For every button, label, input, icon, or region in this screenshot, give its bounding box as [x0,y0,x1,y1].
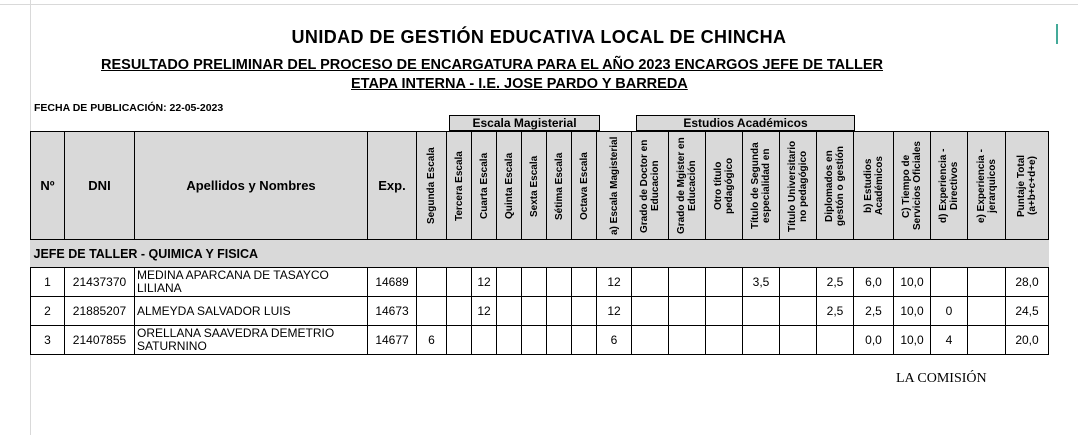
cell-univ [780,326,817,355]
publication-date: FECHA DE PUBLICACIÓN: 22-05-2023 [34,102,224,114]
group-header-escala: Escala Magisterial [449,115,600,131]
cell-doctor [632,268,669,297]
cell-nombre: MEDINA APARCANA DE TASAYCO LILIANA [135,268,368,297]
cell-sexta [522,326,547,355]
col-titulo-universitario: Título Universitario no pedagógico [780,132,817,240]
cell-d [931,268,968,297]
col-n: Nº [31,132,65,240]
col-tercera-escala: Tercera Escala [447,132,472,240]
cell-tercera [447,326,472,355]
cell-total: 20,0 [1006,326,1049,355]
cell-dni: 21885207 [65,297,135,326]
cell-diplomados [817,326,854,355]
cell-b: 0,0 [854,326,894,355]
cell-octava [572,268,597,297]
cell-segunda-esp: 3,5 [743,268,780,297]
cell-dni: 21437370 [65,268,135,297]
cell-tercera [447,297,472,326]
cell-exp: 14689 [368,268,417,297]
cell-quinta [497,297,522,326]
cell-a: 12 [597,268,632,297]
cell-nombre: ORELLANA SAAVEDRA DEMETRIO SATURNINO [135,326,368,355]
cell-segunda [417,297,447,326]
cell-segunda: 6 [417,326,447,355]
cell-tercera [447,268,472,297]
col-diplomados: Diplomados en gestón o gestión [817,132,854,240]
cell-magister [669,268,706,297]
table-row [31,297,1049,326]
cell-univ [780,268,817,297]
cell-otro [706,297,743,326]
col-total: Puntaje Total (a+b+c+d+e) [1006,132,1049,240]
col-quinta-escala: Quinta Escala [497,132,522,240]
cell-segunda [417,268,447,297]
cell-sexta [522,297,547,326]
cell-doctor [632,297,669,326]
col-cuarta-escala: Cuarta Escala [472,132,497,240]
cell-magister [669,297,706,326]
cell-nombre: ALMEYDA SALVADOR LUIS [135,297,368,326]
cell-exp: 14677 [368,326,417,355]
col-magister: Grado de Mgister en Educación [669,132,706,240]
cell-segunda-esp [743,326,780,355]
cell-cuarta: 12 [472,268,497,297]
header-row [31,132,1049,240]
group-header-estudios: Estudios Académicos [636,115,855,131]
cell-segunda-esp [743,297,780,326]
page-title: UNIDAD DE GESTIÓN EDUCATIVA LOCAL DE CHINCHA [291,27,787,47]
cell-d: 0 [931,297,968,326]
cell-d: 4 [931,326,968,355]
cell-otro [706,268,743,297]
col-b-estudios: b) Estudios Académicos [854,132,894,240]
col-octava-escala: Octava Escala [572,132,597,240]
cell-univ [780,297,817,326]
cell-n: 1 [31,268,65,297]
table-row [31,268,1049,297]
cell-e [968,297,1006,326]
col-exp: Exp. [368,132,417,240]
cell-exp: 14673 [368,297,417,326]
cell-octava [572,326,597,355]
page-subtitle: RESULTADO PRELIMINAR DEL PROCESO DE ENCARGATURA PARA EL AÑO 2023 ENCARGOS JEFE DE TALLER [101,57,884,73]
cell-c: 10,0 [894,268,931,297]
cell-total: 24,5 [1006,297,1049,326]
section-row [31,240,1049,268]
section-title: JEFE DE TALLER - QUIMICA Y FISICA [31,240,1049,268]
col-e-experiencia: e) Experiencia - jerarquicos [968,132,1006,240]
cell-a: 6 [597,326,632,355]
cell-diplomados: 2,5 [817,268,854,297]
cell-otro [706,326,743,355]
col-d-experiencia: d) Experiencia - Directivos [931,132,968,240]
col-setima-escala: Sétima Escala [547,132,572,240]
cell-c: 10,0 [894,297,931,326]
col-segunda-especialidad: Título de Segunda especialidad en [743,132,780,240]
cell-cuarta: 12 [472,297,497,326]
cell-a: 12 [597,297,632,326]
cell-quinta [497,326,522,355]
cell-e [968,326,1006,355]
cell-quinta [497,268,522,297]
cell-cuarta [472,326,497,355]
cell-sexta [522,268,547,297]
cell-octava [572,297,597,326]
results-table [30,131,1049,355]
cell-total: 28,0 [1006,268,1049,297]
col-nombre: Apellidos y Nombres [135,132,368,240]
cell-e [968,268,1006,297]
col-segunda-escala: Segunda Escala [417,132,447,240]
sheet-top-border [0,0,1078,5]
col-c-tiempo: C) Tiempo de Servicios Oficiales [894,132,931,240]
col-dni: DNI [65,132,135,240]
signature-label: LA COMISIÓN [896,371,987,386]
cell-b: 6,0 [854,268,894,297]
cell-n: 2 [31,297,65,326]
cell-diplomados: 2,5 [817,297,854,326]
cell-n: 3 [31,326,65,355]
cell-c: 10,0 [894,326,931,355]
cell-b: 2,5 [854,297,894,326]
cell-setima [547,268,572,297]
col-doctor: Grado de Doctor en Educacion [632,132,669,240]
cell-doctor [632,326,669,355]
col-otro-titulo: Otro título pedagógico [706,132,743,240]
cell-magister [669,326,706,355]
cell-dni: 21407855 [65,326,135,355]
col-sexta-escala: Sexta Escala [522,132,547,240]
table-row [31,326,1049,355]
cell-setima [547,326,572,355]
page-subtitle-2: ETAPA INTERNA - I.E. JOSE PARDO Y BARREDA [351,76,688,92]
cell-setima [547,297,572,326]
col-a-escala: a) Escala Magisterial [597,132,632,240]
